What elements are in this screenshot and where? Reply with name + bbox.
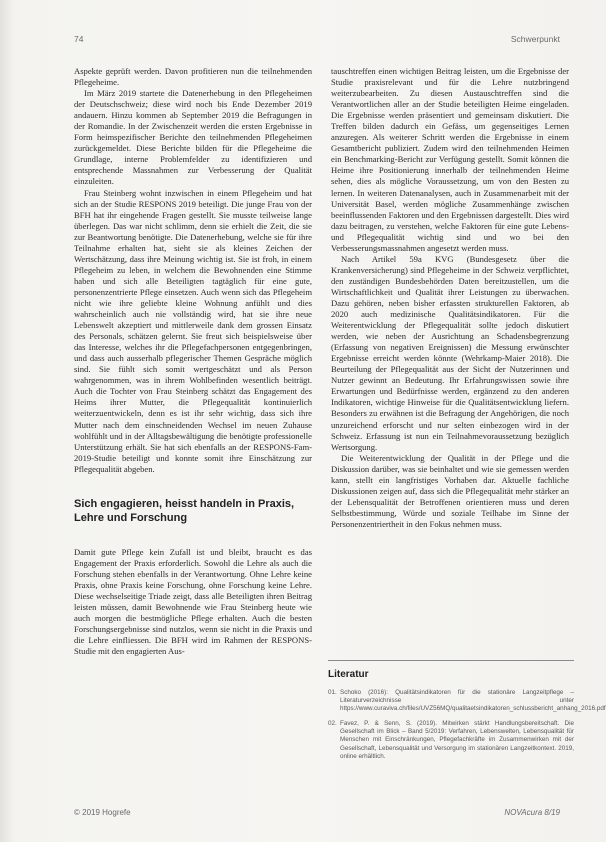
page-footer	[74, 808, 566, 820]
page-number: 74	[74, 34, 84, 44]
body-paragraph: Frau Steinberg wohnt inzwischen in einem Pflegeheim und hat sich an der Studie RESPONS 2019 beteiligt. Die junge Frau von der BFH hat ihr eingehende Fragen gestellt. Sie musste teilweise lange überlegen. Das war nicht schlimm, denn sie erhielt die Zeit, die sie zur Beantwortung benötigte. Die Datenerhebung, welche sie für ihre Teilnahme erhalten hat, sieht sie als kleines Zeichen der Wertschätzung, dass ihre Meinung wichtig ist. Sie ist froh, in einem Pflegeheim zu leben, in welchem die Bewohnenden eine Stimme haben und sich alle Beteiligten tagtäglich für eine gute, personenzentrierte Pflege einsetzen. Auch wenn sich das Pflegeheim nicht wie ihre geliebte kleine Wohnung anfühlt und dies wahrscheinlich auch nie vollständig wird, hat sie ihre neue Lebenswelt akzeptiert und mittlerweile dank dem grossen Einsatz des Personals, schätzen gelernt. Sie freut sich beispielsweise über das Interesse, welches ihr die Pflegefachpersonen entgegenbringen, und dass auch ausserhalb pflegerischer Themen Gespräche möglich sind. Sie fühlt sich somit wertgeschätzt und als Person wahrgenommen, was in ihrem Wohlbefinden wesentlich beiträgt. Auch die Tochter von Frau Steinberg schätzt das Engagement des Heims ihrer Mutter, die Pflegequalität kontinuierlich weiterzuentwickeln, denn es ist ihr sehr wichtig, dass sich ihre Mutter nach dem einschneidenden Wechsel im neuen Zuhause wohlfühlt und in der Alltagsbewältigung die benötigte professionelle Unterstützung erhält. Sie hat sich ebenfalls an der RESPONS-Fam-2019-Studie beteiligt und konnte somit ihre Einschätzung zur Pflegequalität abgeben.	[74, 187, 312, 474]
body-paragraph: Nach Artikel 59a KVG (Bundesgesetz über die Krankenversicherung) sind Pflegeheime in der Schweiz verpflichtet, den zuständigen Bundesbehörden Daten bereitzustellen, um die Wirtschaftlichkeit und Qualität ihrer Leistungen zu überwachen. Dazu gehören, neben bisher erfassten strukturellen Faktoren, ab 2020 auch medizinische Qualitätsindikatoren. Für die Weiterentwicklung der Pflegequalität sollte jedoch diskutiert werden, wie neben der Ausrichtung an Schadensbegrenzung (Erfassung von negativen Ereignissen) die Messung erwünschter Ergebnisse erreicht werden könnte (Wehrkamp-Maier 2018). Die Beurteilung der Pflegequalität aus der Sicht der Nutzerinnen und Nutzer gewinnt an Bedeutung. Ihr Erfahrungswissen sowie ihre Erwartungen und Bedürfnisse werden, ergänzend zu den anderen Indikatoren, wichtige Hinweise für die Qualitätsentwicklung liefern. Besonders zu erwähnen ist die Befragung der Angehörigen, die noch unzureichend erforscht und nur selten einbezogen wird in der Schweiz. Erfassung ist nun ein Teilnahmevoraussetzung bezüglich Wertsorgung.	[331, 253, 569, 452]
section-heading: Sich engagieren, heisst handeln in Praxis, Lehre und Forschung	[74, 497, 295, 524]
body-paragraph: Damit gute Pflege kein Zufall ist und bleibt, braucht es das Engagement der Praxis erforderlich. Sowohl die Lehre als auch die Forschung stehen ebenfalls in der Verantwortung. Ohne Lehre keine Praxis, ohne Praxis keine Forschung, ohne Forschung keine Lehre. Diese wechselseitige Triade zeigt, dass alle Beteiligten ihren Beitrag leisten müssen, damit Bewohnende wie Frau Steinberg heute wie auch morgen die bestmögliche Pflege erhalten. Auch die besten Forschungsergebnisse sind nutzlos, wenn sie nicht in die Praxis und die Lehre einfliessen. Die BFH wird im Rahmen der RESPONS-Studie mit den engagierten Aus-	[74, 546, 312, 657]
literature-entry	[328, 720, 574, 760]
copyright-notice: © 2019 Hogrefe	[74, 808, 131, 817]
right-column	[331, 66, 569, 530]
left-column	[74, 66, 312, 657]
literature-entry	[328, 689, 606, 713]
body-paragraph: tauschtreffen einen wichtigen Beitrag leisten, um die Ergebnisse der Studie praxisrelevant und für die Lehre nutzbringend weiterzubearbeiten. Zu diesen Austauschtreffen sind die Verantwortlichen aller an der Studie beteiligten Heime eingeladen. Die Ergebnisse werden präsentiert und gemeinsam diskutiert. Die Treffen bilden dadurch ein Gefäss, um gegenseitiges Lernen anzuregen. Als weiterer Schritt werden die Ergebnisse in einem Gesamtbericht publiziert. Zudem wird den teilnehmenden Heimen ein Benchmarking-Bericht zur Verfügung gestellt. Somit können die Heime ihre Positionierung innerhalb der teilnehmenden Heime sehen, dies als mögliche Voraussetzung, um von den Besten zu lernen. In weiteren Datenanalysen, auch in Zusammenarbeit mit der Universität Basel, werden mögliche Zusammenhänge zwischen beeinflussenden Faktoren und den Ergebnissen dargestellt. Dies wird dazu beitragen, zu verstehen, welche Faktoren für eine gute Lebens- und Pflegequalität wichtig sind und wo bei den Verbesserungsmassnahmen angesetzt werden muss.	[331, 66, 569, 253]
running-header	[74, 34, 566, 46]
journal-issue: NOVAcura 8/19	[504, 808, 560, 817]
literature-heading: Literatur	[328, 669, 369, 680]
literature-section	[328, 660, 606, 779]
journal-title: Schwerpunkt	[510, 34, 560, 44]
literature-entry-number: 02.	[328, 720, 337, 728]
literature-entry-text: Schoko (2016): Qualitätsindikatoren für die stationäre Langzeitpflege – Literaturverzeichnisse unter https://www.curaviva.ch/files/UVZ56MQ/qualitaetsindikatoren_schlussbericht_anhang_2016.pdf	[340, 689, 606, 713]
literature-list	[328, 689, 606, 768]
body-paragraph: Aspekte geprüft werden. Davon profitieren nun die teilnehmenden Pflegeheime.	[74, 66, 312, 88]
literature-entry-number: 01.	[328, 689, 337, 696]
literature-entry-text: Favez, P. & Senn, S. (2019). Mitwirken stärkt Handlungsbereitschaft. Die Gesellschaft im Blick – Band 5/2019: Verfahren, Lebenswelten, Lebensqualität für Menschen mit Einschränkungen, Pflegefachkräfte im Zusammenwirken mit der Gesellschaft, Lebensqualität und Versorgung im stationären Langzeitkontext. 2019, online erhältlich.	[340, 720, 574, 760]
body-paragraph: Im März 2019 startete die Datenerhebung in den Pflegeheimen der Deutschschweiz; diese wird noch bis Ende Dezember 2019 andauern. Hinzu kommen ab September 2019 die Befragungen in der Romandie. In der Zwischenzeit werden die ersten Ergebnisse in Form heimspezifischer Berichte den teilnehmenden Pflegeheimen zurückgemeldet. Diese Berichte bilden für die Pflegeheime die Grundlage, interne Problemfelder zu identifizieren und entsprechende Massnahmen zur Verbesserung der Qualität einzuleiten.	[74, 88, 312, 187]
body-paragraph: Die Weiterentwicklung der Qualität in der Pflege und die Diskussion darüber, was sie beinhaltet und wie sie gemessen werden kann, stellt ein langfristiges Vorhaben dar. Aktuelle fachliche Diskussionen zeigen auf, dass sich die Pflegequalität mehr stärker an der Lebensqualität der Betroffenen orientieren muss und deren Selbstbestimmung, Würde und soziale Teilhabe im Sinne der Personenzentriertheit in den Fokus nehmen muss.	[331, 452, 569, 529]
